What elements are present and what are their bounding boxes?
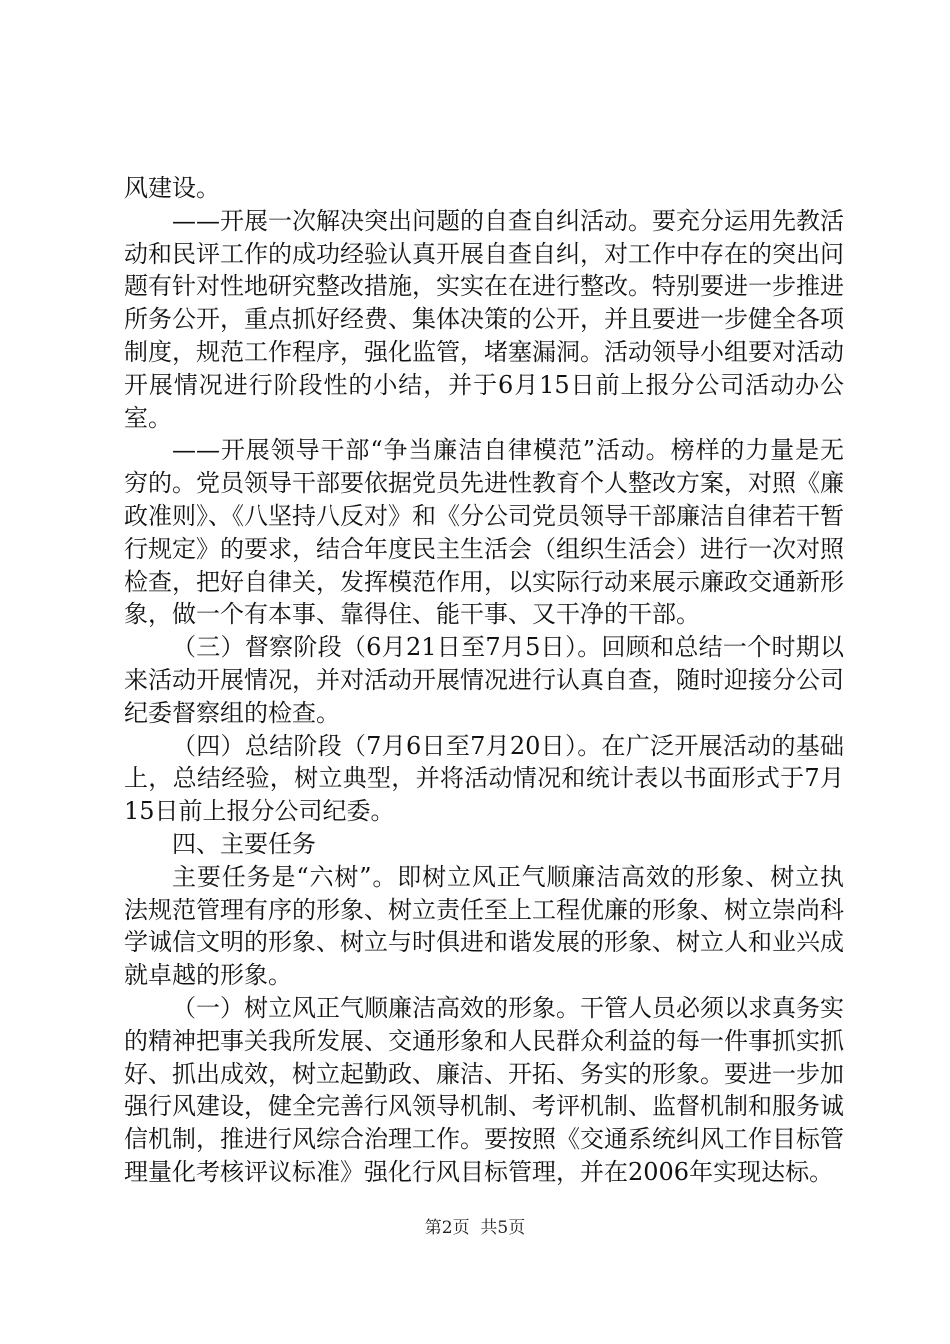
paragraph-3: ——开展领导干部“争当廉洁自律模范”活动。榜样的力量是无穷的。党员领导干部要依据党员先进性教育个人整改方案，对照《廉政准则》、《八坚持八反对》和《分公司党员领导干部廉洁自律若干暂行规定》的要求，结合年度民主生活会（组织生活会）进行一次对照检查，把好自律关，发挥模范作用，以实际行动来展示廉政交通新形象，做一个有本事、靠得住、能干事、又干净的干部。 <box>124 436 844 629</box>
page-total: 共5页 <box>480 1218 526 1238</box>
document-body <box>124 172 844 1189</box>
paragraph-4: （三）督察阶段（6月21日至7月5日）。回顾和总结一个时期以来活动开展情况，并对活动开展情况进行认真自查，随时迎接分公司纪委督察组的检查。 <box>124 633 844 727</box>
paragraph-1: 风建设。 <box>124 174 220 202</box>
section-heading: 四、主要任务 <box>172 829 316 858</box>
paragraph-2: ——开展一次解决突出问题的自查自纠活动。要充分运用先教活动和民评工作的成功经验认真开展自查自纠，对工作中存在的突出问题有针对性地研究整改措施，实实在在进行整改。特别要进一步推进所务公开，重点抓好经费、集体决策的公开，并且要进一步健全各项制度，规范工作程序，强化监管，堵塞漏洞。活动领导小组要对活动开展情况进行阶段性的小结，并于6月15日前上报分公司活动办公室。 <box>124 206 844 432</box>
paragraph-8: （一）树立风正气顺廉洁高效的形象。干管人员必须以求真务实的精神把事关我所发展、交通形象和人民群众利益的每一件事抓实抓好、抓出成效，树立起勤政、廉洁、开拓、务实的形象。要进一步加强行风建设，健全完善行风领导机制、考评机制、监督机制和服务诚信机制，推进行风综合治理工作。要按照《交通系统纠风工作目标管理量化考核评议标准》强化行风目标管理，并在2006年实现达标。 <box>124 993 844 1186</box>
paragraph-5: （四）总结阶段（7月6日至7月20日）。在广泛开展活动的基础上，总结经验，树立典型，并将活动情况和统计表以书面形式于7月15日前上报分公司纪委。 <box>124 731 844 826</box>
page-footer <box>0 1213 950 1238</box>
page-number: 第2页 <box>424 1218 470 1238</box>
paragraph-7: 主要任务是“六树”。即树立风正气顺廉洁高效的形象、树立执法规范管理有序的形象、树立责任至上工程优廉的形象、树立崇尚科学诚信文明的形象、树立与时俱进和谐发展的形象、树立人和业兴成就卓越的形象。 <box>124 862 844 990</box>
